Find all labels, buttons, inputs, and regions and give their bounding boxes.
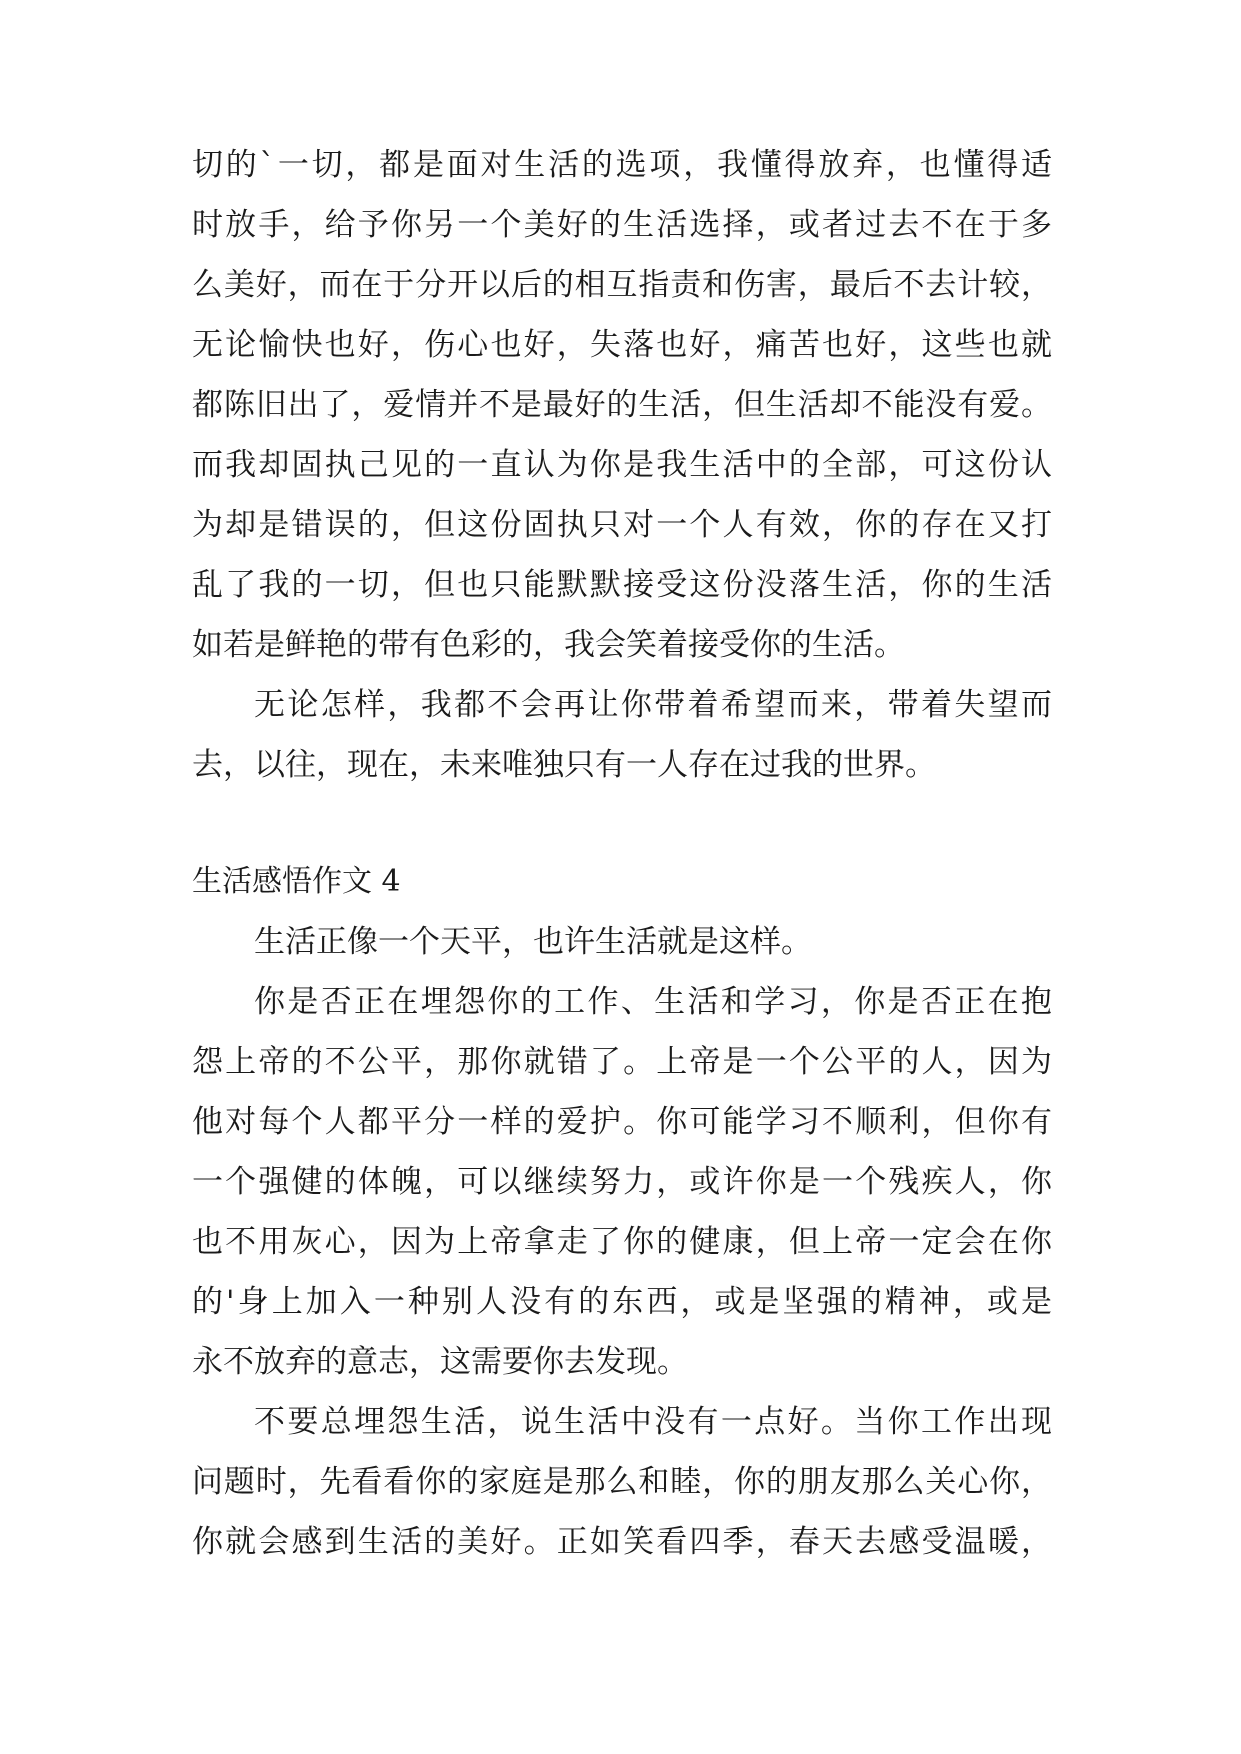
- body-text-line: 你是否正在埋怨你的工作、生活和学习，你是否正在抱: [254, 984, 1052, 1020]
- body-text-line: 如若是鲜艳的带有色彩的，我会笑着接受你的生活。: [192, 627, 905, 663]
- body-text-line: 一个强健的体魄，可以继续努力，或许你是一个残疾人，你: [192, 1164, 1052, 1200]
- body-text-line: 也不用灰心，因为上帝拿走了你的健康，但上帝一定会在你: [192, 1224, 1052, 1260]
- body-text-line: 为却是错误的，但这份固执只对一个人有效，你的存在又打: [192, 507, 1052, 543]
- body-text-line: 切的`一切，都是面对生活的选项，我懂得放弃，也懂得适: [192, 147, 1052, 183]
- body-text-line: 去，以往，现在，未来唯独只有一人存在过我的世界。: [192, 747, 936, 783]
- body-text-line: 怨上帝的不公平，那你就错了。上帝是一个公平的人，因为: [192, 1044, 1052, 1080]
- body-text-line: 生活正像一个天平，也许生活就是这样。: [254, 924, 812, 960]
- body-text-line: 都陈旧出了，爱情并不是最好的生活，但生活却不能没有爱。: [192, 387, 1052, 423]
- section-title: 生活感悟作文 4: [192, 864, 401, 899]
- body-text-line: 他对每个人都平分一样的爱护。你可能学习不顺利，但你有: [192, 1104, 1052, 1140]
- body-text-line: 永不放弃的意志，这需要你去发现。: [192, 1344, 688, 1380]
- body-text-line: 乱了我的一切，但也只能默默接受这份没落生活，你的生活: [192, 567, 1052, 603]
- body-text-line: 你就会感到生活的美好。正如笑看四季，春天去感受温暖，: [192, 1524, 1052, 1560]
- body-text-line: 无论怎样，我都不会再让你带着希望而来，带着失望而: [254, 687, 1052, 723]
- body-text-line: 不要总埋怨生活，说生活中没有一点好。当你工作出现: [254, 1404, 1052, 1440]
- body-text-line: 无论愉快也好，伤心也好，失落也好，痛苦也好，这些也就: [192, 327, 1052, 363]
- body-text-line: 问题时，先看看你的家庭是那么和睦，你的朋友那么关心你，: [192, 1464, 1052, 1500]
- body-text-line: 的'身上加入一种别人没有的东西，或是坚强的精神，或是: [192, 1284, 1052, 1320]
- body-text-line: 么美好，而在于分开以后的相互指责和伤害，最后不去计较，: [192, 267, 1052, 303]
- body-text-line: 而我却固执己见的一直认为你是我生活中的全部，可这份认: [192, 447, 1052, 483]
- body-text-line: 时放手，给予你另一个美好的生活选择，或者过去不在于多: [192, 207, 1052, 243]
